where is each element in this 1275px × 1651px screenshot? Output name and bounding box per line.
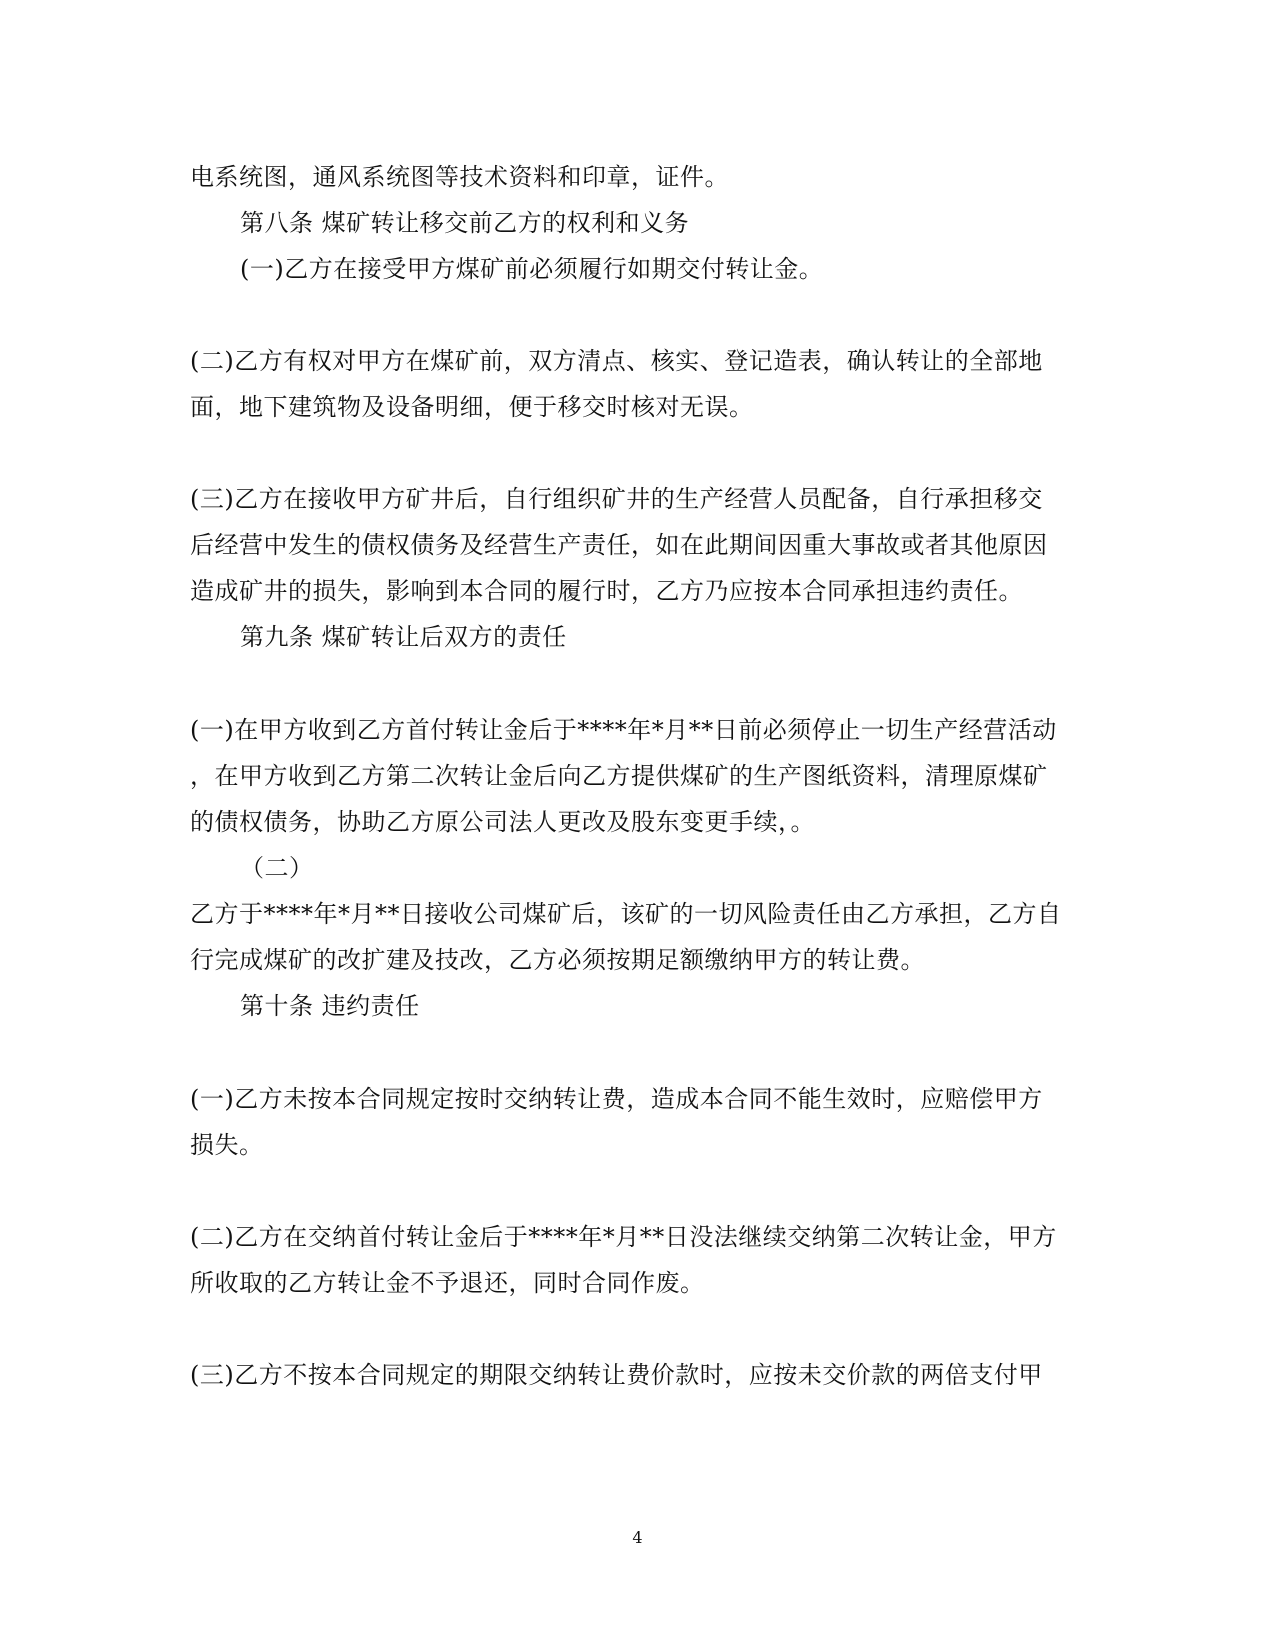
text-line: (一)乙方未按本合同规定按时交纳转让费，造成本合同不能生效时，应赔偿甲方 xyxy=(190,1085,1043,1113)
text-line: （二） xyxy=(240,854,314,882)
text-line: (二)乙方有权对甲方在煤矿前，双方清点、核实、登记造表，确认转让的全部地 xyxy=(190,347,1043,375)
article-heading: 第八条 煤矿转让移交前乙方的权利和义务 xyxy=(240,209,690,237)
text-line: 造成矿井的损失，影响到本合同的履行时，乙方乃应按本合同承担违约责任。 xyxy=(190,577,1023,605)
text-line: (三)乙方在接收甲方矿井后，自行组织矿井的生产经营人员配备，自行承担移交 xyxy=(190,485,1043,513)
page-number: 4 xyxy=(632,1528,643,1547)
text-line: 损失。 xyxy=(190,1131,264,1159)
text-line: 所收取的乙方转让金不予退还，同时合同作废。 xyxy=(190,1269,705,1297)
text-line: 电系统图，通风系统图等技术资料和印章，证件。 xyxy=(190,163,729,191)
text-line: ，在甲方收到乙方第二次转让金后向乙方提供煤矿的生产图纸资料，清理原煤矿 xyxy=(190,762,1048,790)
text-line: (一)乙方在接受甲方煤矿前必须履行如期交付转让金。 xyxy=(240,255,824,283)
text-line: (一)在甲方收到乙方首付转让金后于****年*月**日前必须停止一切生产经营活动 xyxy=(190,716,1057,744)
text-line: 乙方于****年*月**日接收公司煤矿后，该矿的一切风险责任由乙方承担，乙方自 xyxy=(190,900,1062,928)
article-heading: 第九条 煤矿转让后双方的责任 xyxy=(240,623,567,651)
text-line: 后经营中发生的债权债务及经营生产责任，如在此期间因重大事故或者其他原因 xyxy=(190,531,1048,559)
text-line: (三)乙方不按本合同规定的期限交纳转让费价款时，应按未交价款的两倍支付甲 xyxy=(190,1361,1043,1389)
text-line: (二)乙方在交纳首付转让金后于****年*月**日没法继续交纳第二次转让金，甲方 xyxy=(190,1223,1057,1251)
text-line: 的债权债务，协助乙方原公司法人更改及股东变更手续，。 xyxy=(190,808,815,836)
text-line: 面，地下建筑物及设备明细，便于移交时核对无误。 xyxy=(190,393,754,421)
text-line: 行完成煤矿的改扩建及技改，乙方必须按期足额缴纳甲方的转让费。 xyxy=(190,946,925,974)
article-heading: 第十条 违约责任 xyxy=(240,992,420,1020)
